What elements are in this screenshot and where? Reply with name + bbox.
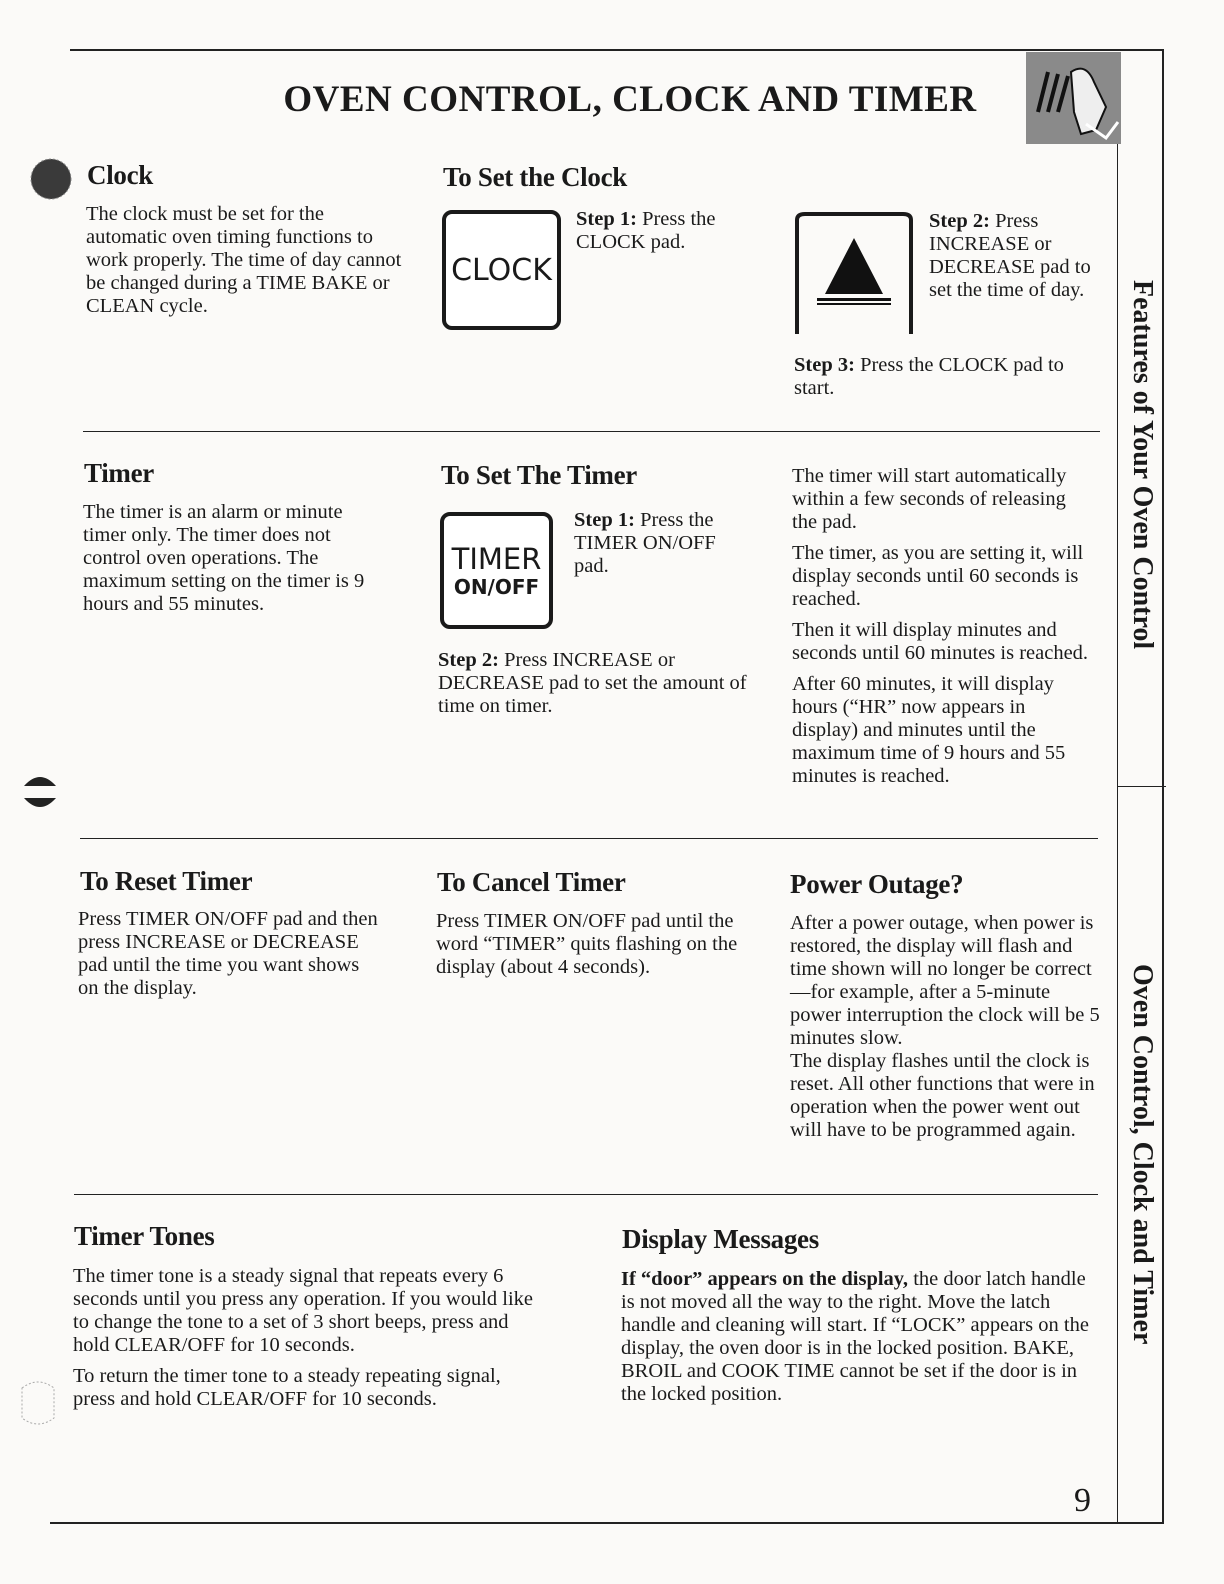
timer-note: Then it will display minutes and seconds until 60 minutes is reached. bbox=[792, 619, 1089, 664]
display-messages-heading: Display Messages bbox=[622, 1224, 819, 1254]
timer-note: After 60 minutes, it will display hours (“HR” now appears in display) and minutes until the maximum time of 9 hours and 55 minutes is reached. bbox=[792, 673, 1066, 787]
display-messages-text: the door latch handle is not moved all the way to the right. Move the latch handle and cleaning will start. If “LOCK” appears on the display, the oven door is in the locked position. BAKE, BROIL and COOK TIME cannot be set if the door is in the locked position. bbox=[621, 1268, 1089, 1405]
timer-tones-body-text-1: The timer tone is a steady signal that repeats every 6 seconds until you press any operation. If you would like to change the tone to a set of 3 short beeps, press and hold CLEAR/OFF for 10 seconds. bbox=[73, 1265, 534, 1356]
divider-1 bbox=[83, 431, 1100, 432]
timer-notes bbox=[792, 465, 1092, 796]
reset-timer-body bbox=[78, 908, 378, 1008]
cancel-timer-body-text: Press TIMER ON/OFF pad until the word “TIMER” quits flashing on the display (about 4 seconds). bbox=[436, 910, 738, 978]
page-title: OVEN CONTROL, CLOCK AND TIMER bbox=[283, 79, 977, 120]
divider-2 bbox=[80, 838, 1098, 839]
set-clock-step1-text: Press the CLOCK pad. bbox=[576, 208, 716, 253]
faint-marker-icon bbox=[18, 1378, 58, 1433]
set-clock-step3 bbox=[794, 354, 1069, 400]
set-clock-step1-label: Step 1: bbox=[576, 208, 637, 230]
cancel-timer-heading: To Cancel Timer bbox=[437, 867, 626, 897]
set-clock-step3-label: Step 3: bbox=[794, 354, 855, 376]
set-clock-step1 bbox=[576, 208, 746, 254]
timer-note: The timer, as you are setting it, will display seconds until 60 seconds is reached. bbox=[792, 542, 1084, 610]
clock-body bbox=[86, 203, 406, 326]
timer-pad-line2: ON/OFF bbox=[453, 574, 540, 599]
display-messages-body bbox=[621, 1268, 1099, 1406]
timer-tones-body-text-2: To return the timer tone to a steady repeating signal, press and hold CLEAR/OFF for 10 seconds. bbox=[73, 1365, 501, 1410]
clock-pad[interactable] bbox=[442, 210, 561, 330]
side-tab-features bbox=[1117, 144, 1166, 787]
clock-body-text: The clock must be set for the automatic oven timing functions to work properly. The time of day cannot be changed during a TIME BAKE or CLEAN cycle. bbox=[86, 203, 402, 317]
set-timer-step2-text: Press INCREASE or DECREASE pad to set the amount of time on timer. bbox=[438, 649, 747, 717]
power-outage-body-text-2: The display flashes until the clock is reset. All other functions that were in operation when the power went out will have to be programmed again. bbox=[790, 1050, 1095, 1141]
power-outage-heading: Power Outage? bbox=[790, 869, 964, 899]
timer-tones-heading: Timer Tones bbox=[74, 1221, 215, 1251]
set-clock-step2 bbox=[929, 210, 1109, 302]
side-tab-oven-control-label: Oven Control, Clock and Timer bbox=[1127, 963, 1158, 1345]
power-outage-body bbox=[790, 912, 1100, 1150]
display-messages-lead: If “door” appears on the display, bbox=[621, 1268, 909, 1290]
timer-pad-line1: TIMER bbox=[451, 541, 542, 576]
timer-heading: Timer bbox=[84, 458, 154, 488]
timer-tones-body bbox=[73, 1265, 548, 1419]
set-clock-step3-text: Press the CLOCK pad to start. bbox=[794, 354, 1064, 399]
increase-pad[interactable] bbox=[795, 212, 913, 334]
set-timer-step1-text: Press the TIMER ON/OFF pad. bbox=[574, 509, 716, 577]
timer-note: The timer will start automatically within a few seconds of releasing the pad. bbox=[792, 465, 1067, 533]
timer-body-text: The timer is an alarm or minute timer only. The timer does not control oven operations. The maximum setting on the timer is 9 hours and 55 minutes. bbox=[83, 501, 365, 615]
cancel-timer-body bbox=[436, 910, 741, 987]
set-timer-step2 bbox=[438, 649, 753, 718]
page-number: 9 bbox=[1074, 1482, 1091, 1519]
set-clock-step2-text: Press INCREASE or DECREASE pad to set the time of day. bbox=[929, 210, 1091, 301]
set-clock-heading: To Set the Clock bbox=[443, 162, 627, 192]
reset-timer-body-text: Press TIMER ON/OFF pad and then press INCREASE or DECREASE pad until the time you want shows on the display. bbox=[78, 908, 378, 999]
timer-body bbox=[83, 501, 383, 624]
half-circle-marker-icon bbox=[20, 770, 60, 821]
set-timer-heading: To Set The Timer bbox=[441, 460, 637, 490]
divider-3 bbox=[74, 1194, 1098, 1195]
clock-heading: Clock bbox=[87, 160, 154, 190]
side-tab-features-label: Features of Your Oven Control bbox=[1127, 280, 1158, 650]
set-timer-step1 bbox=[574, 509, 739, 578]
timer-pad[interactable] bbox=[440, 512, 553, 629]
bottom-rule bbox=[50, 1522, 1164, 1524]
circle-bullet-icon bbox=[30, 158, 72, 205]
side-tab-oven-control bbox=[1117, 786, 1166, 1522]
set-timer-step2-label: Step 2: bbox=[438, 649, 499, 671]
set-timer-step1-label: Step 1: bbox=[574, 509, 635, 531]
top-rule bbox=[70, 49, 1164, 51]
clock-pad-label: CLOCK bbox=[451, 252, 552, 288]
power-outage-body-text-1: After a power outage, when power is restored, the display will flash and time shown will no longer be correct—for example, after a 5-minute power interruption the clock will be 5 minutes slow. bbox=[790, 912, 1100, 1049]
reset-timer-heading: To Reset Timer bbox=[80, 866, 253, 896]
set-clock-step2-label: Step 2: bbox=[929, 210, 990, 232]
